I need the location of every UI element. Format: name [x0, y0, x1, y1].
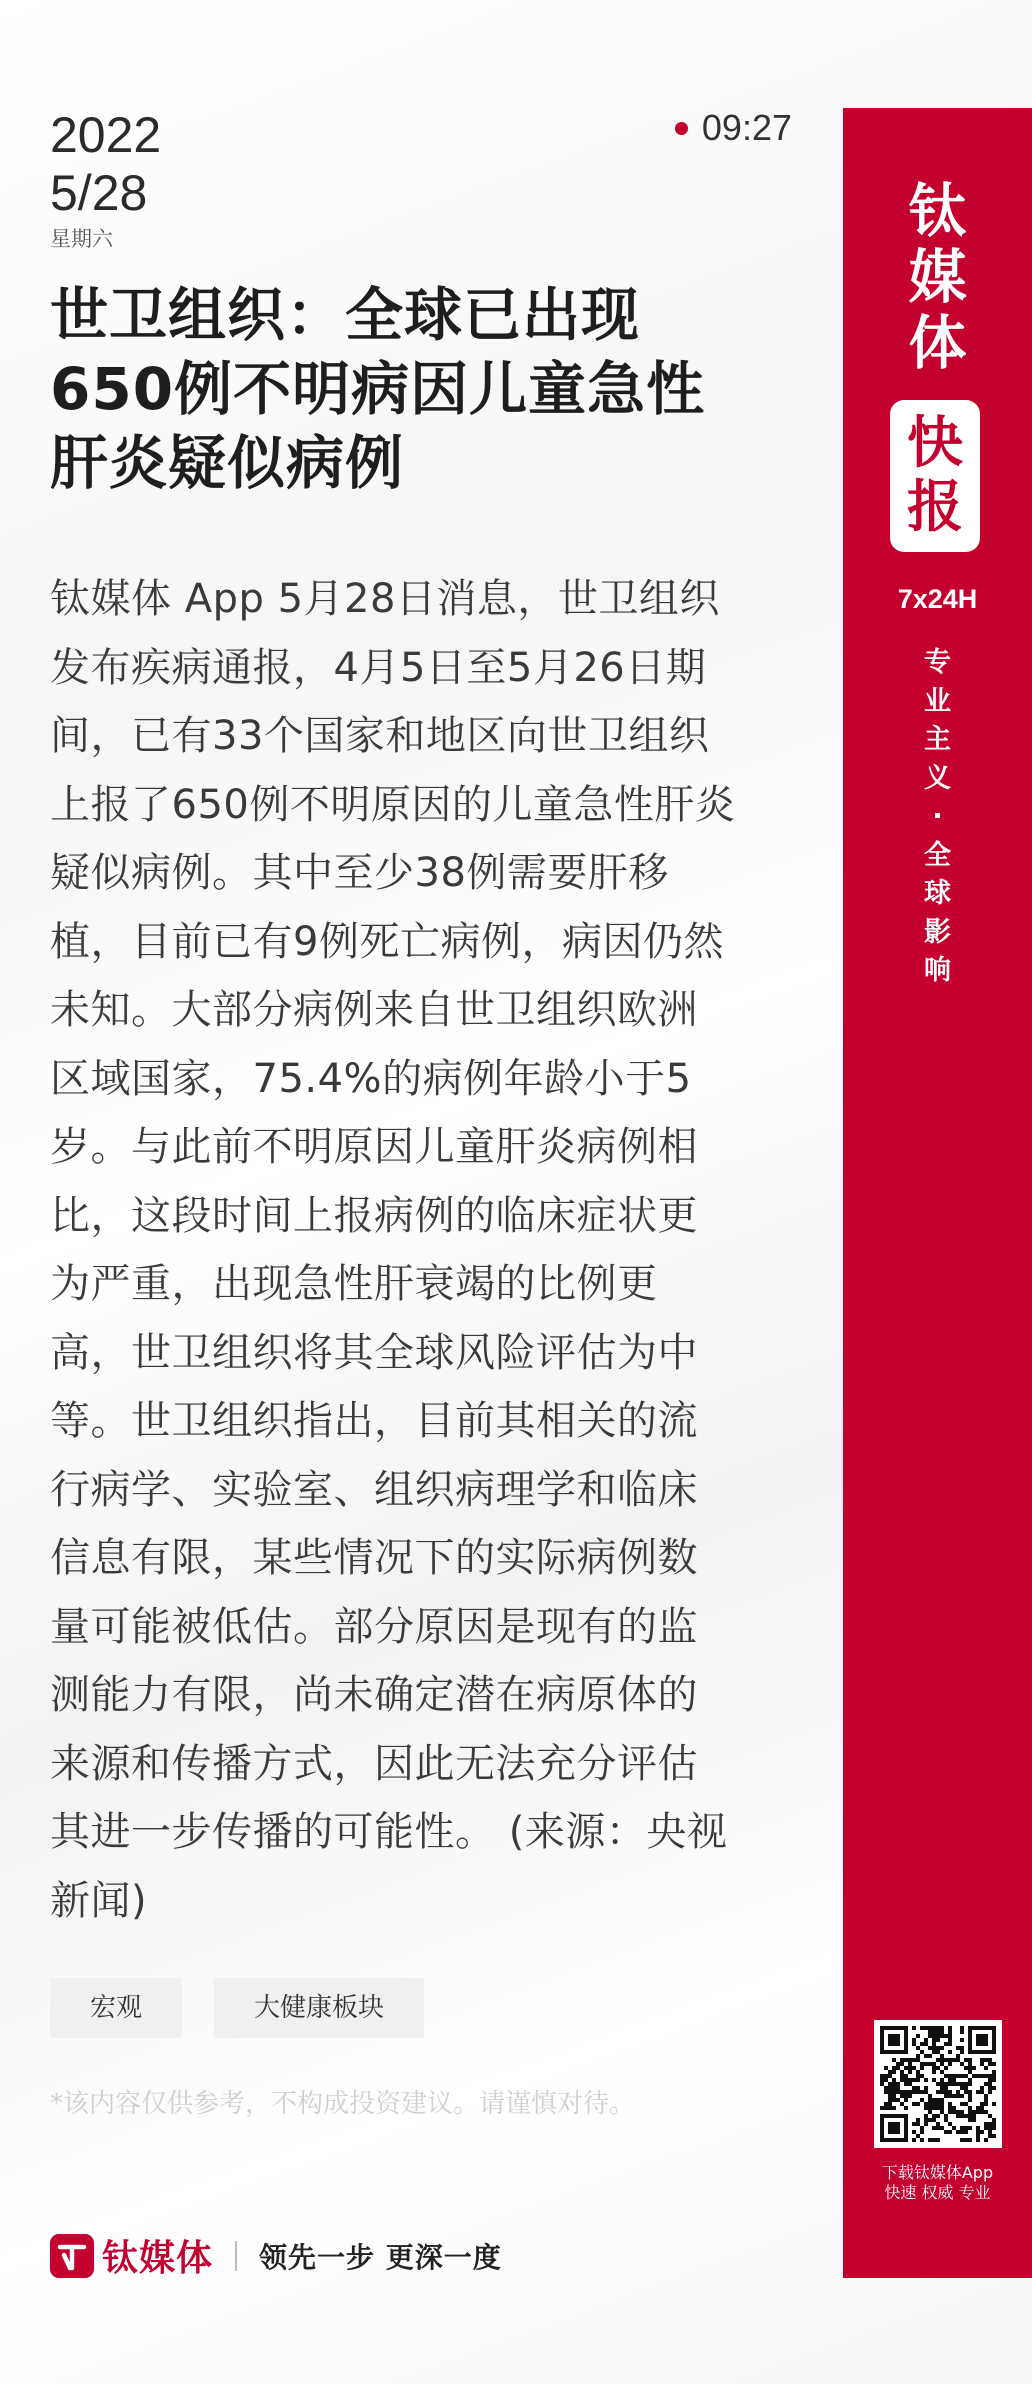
body-line: 高，世卫组织将其全球风险评估为中 [50, 1329, 698, 1376]
sidebar-title-char: 媒 [908, 243, 967, 311]
brand-name: 钛媒体 [102, 2238, 214, 2279]
motto-char: 专 [924, 647, 951, 678]
disclaimer-text: *该内容仅供参考，不构成投资建议。请谨慎对待。 [50, 2089, 636, 2119]
motto-char: 球 [924, 878, 951, 909]
body-line: 间，已有33个国家和地区向世卫组织 [50, 713, 710, 759]
sidebar-banner [843, 108, 1032, 2278]
headline-line: 650例不明病因儿童急性 [50, 355, 706, 423]
body-line: 等。世卫组织指出，目前其相关的流 [50, 1398, 698, 1444]
tag-macro[interactable]: 宏观 [50, 1978, 182, 2038]
motto-char: 主 [924, 724, 951, 755]
download-caption [843, 2163, 1032, 2203]
headline-line: 肝炎疑似病例 [50, 429, 405, 497]
headline-line: 世卫组织：全球已出现 [50, 281, 641, 349]
body-line: 新闻) [50, 1877, 148, 1924]
body-line: 疑似病例。其中至少38例需要肝移 [50, 850, 669, 896]
body-line: 比，这段时间上报病例的临床症状更 [50, 1192, 698, 1239]
motto-char: 义 [924, 762, 951, 794]
body-line: 信息有限，某些情况下的实际病例数 [50, 1535, 698, 1581]
sidebar-title-char: 体 [908, 309, 967, 377]
sidebar-title-char: 钛 [908, 177, 967, 245]
body-line: 未知。大部分病例来自世卫组织欧洲 [50, 987, 698, 1033]
article-headline [50, 278, 790, 500]
flash-news-badge [890, 400, 980, 552]
hours-label: 7x24H [897, 584, 978, 614]
motto-char: · [932, 801, 943, 832]
red-dot-icon [675, 122, 688, 135]
body-line: 测能力有限，尚未确定潜在病原体的 [50, 1672, 698, 1718]
sidebar-title [843, 178, 1032, 376]
weekday-label: 星期六 [50, 227, 113, 251]
body-line: 上报了650例不明原因的儿童急性肝炎 [50, 781, 736, 828]
download-line: 下载钛媒体App [881, 2163, 994, 2182]
badge-char: 报 [907, 475, 963, 540]
motto-char: 响 [924, 955, 951, 986]
body-line: 植，目前已有9例死亡病例，病因仍然 [50, 918, 724, 965]
tag-health[interactable]: 大健康板块 [214, 1978, 424, 2038]
download-line: 快速 权威 专业 [884, 2183, 991, 2202]
footer-brand [50, 2230, 502, 2281]
body-line: 发布疾病通报，4月5日至5月26日期 [50, 644, 707, 691]
motto-char: 全 [924, 839, 951, 871]
body-line: 岁。与此前不明原因儿童肝炎病例相 [50, 1124, 698, 1170]
date-month-day: 5/28 [50, 165, 148, 221]
body-line: 其进一步传播的可能性。 (来源：央视 [50, 1809, 728, 1855]
body-line: 量可能被低估。部分原因是现有的监 [50, 1603, 698, 1650]
date-year: 2022 [50, 107, 162, 163]
badge-char: 快 [907, 411, 963, 476]
body-line: 来源和传播方式，因此无法充分评估 [50, 1740, 698, 1787]
brand-divider [235, 2241, 237, 2271]
tag-list [50, 1978, 424, 2038]
article-body [50, 565, 792, 1935]
sidebar-motto [843, 644, 1032, 991]
qr-code-icon[interactable] [874, 2020, 1002, 2148]
body-line: 为严重，出现急性肝衰竭的比例更 [50, 1261, 658, 1307]
body-line: 行病学、实验室、组织病理学和临床 [50, 1466, 698, 1513]
titanium-media-logo-icon [50, 2234, 94, 2278]
time-label: 09:27 [701, 107, 792, 148]
motto-char: 影 [924, 916, 951, 948]
motto-char: 业 [924, 685, 951, 717]
body-line: 区域国家，75.4%的病例年龄小于5 [50, 1055, 692, 1102]
body-line: 钛媒体 App 5月28日消息，世卫组织 [50, 576, 720, 622]
time-indicator [675, 108, 792, 148]
brand-slogan: 领先一步 更深一度 [259, 2240, 502, 2274]
